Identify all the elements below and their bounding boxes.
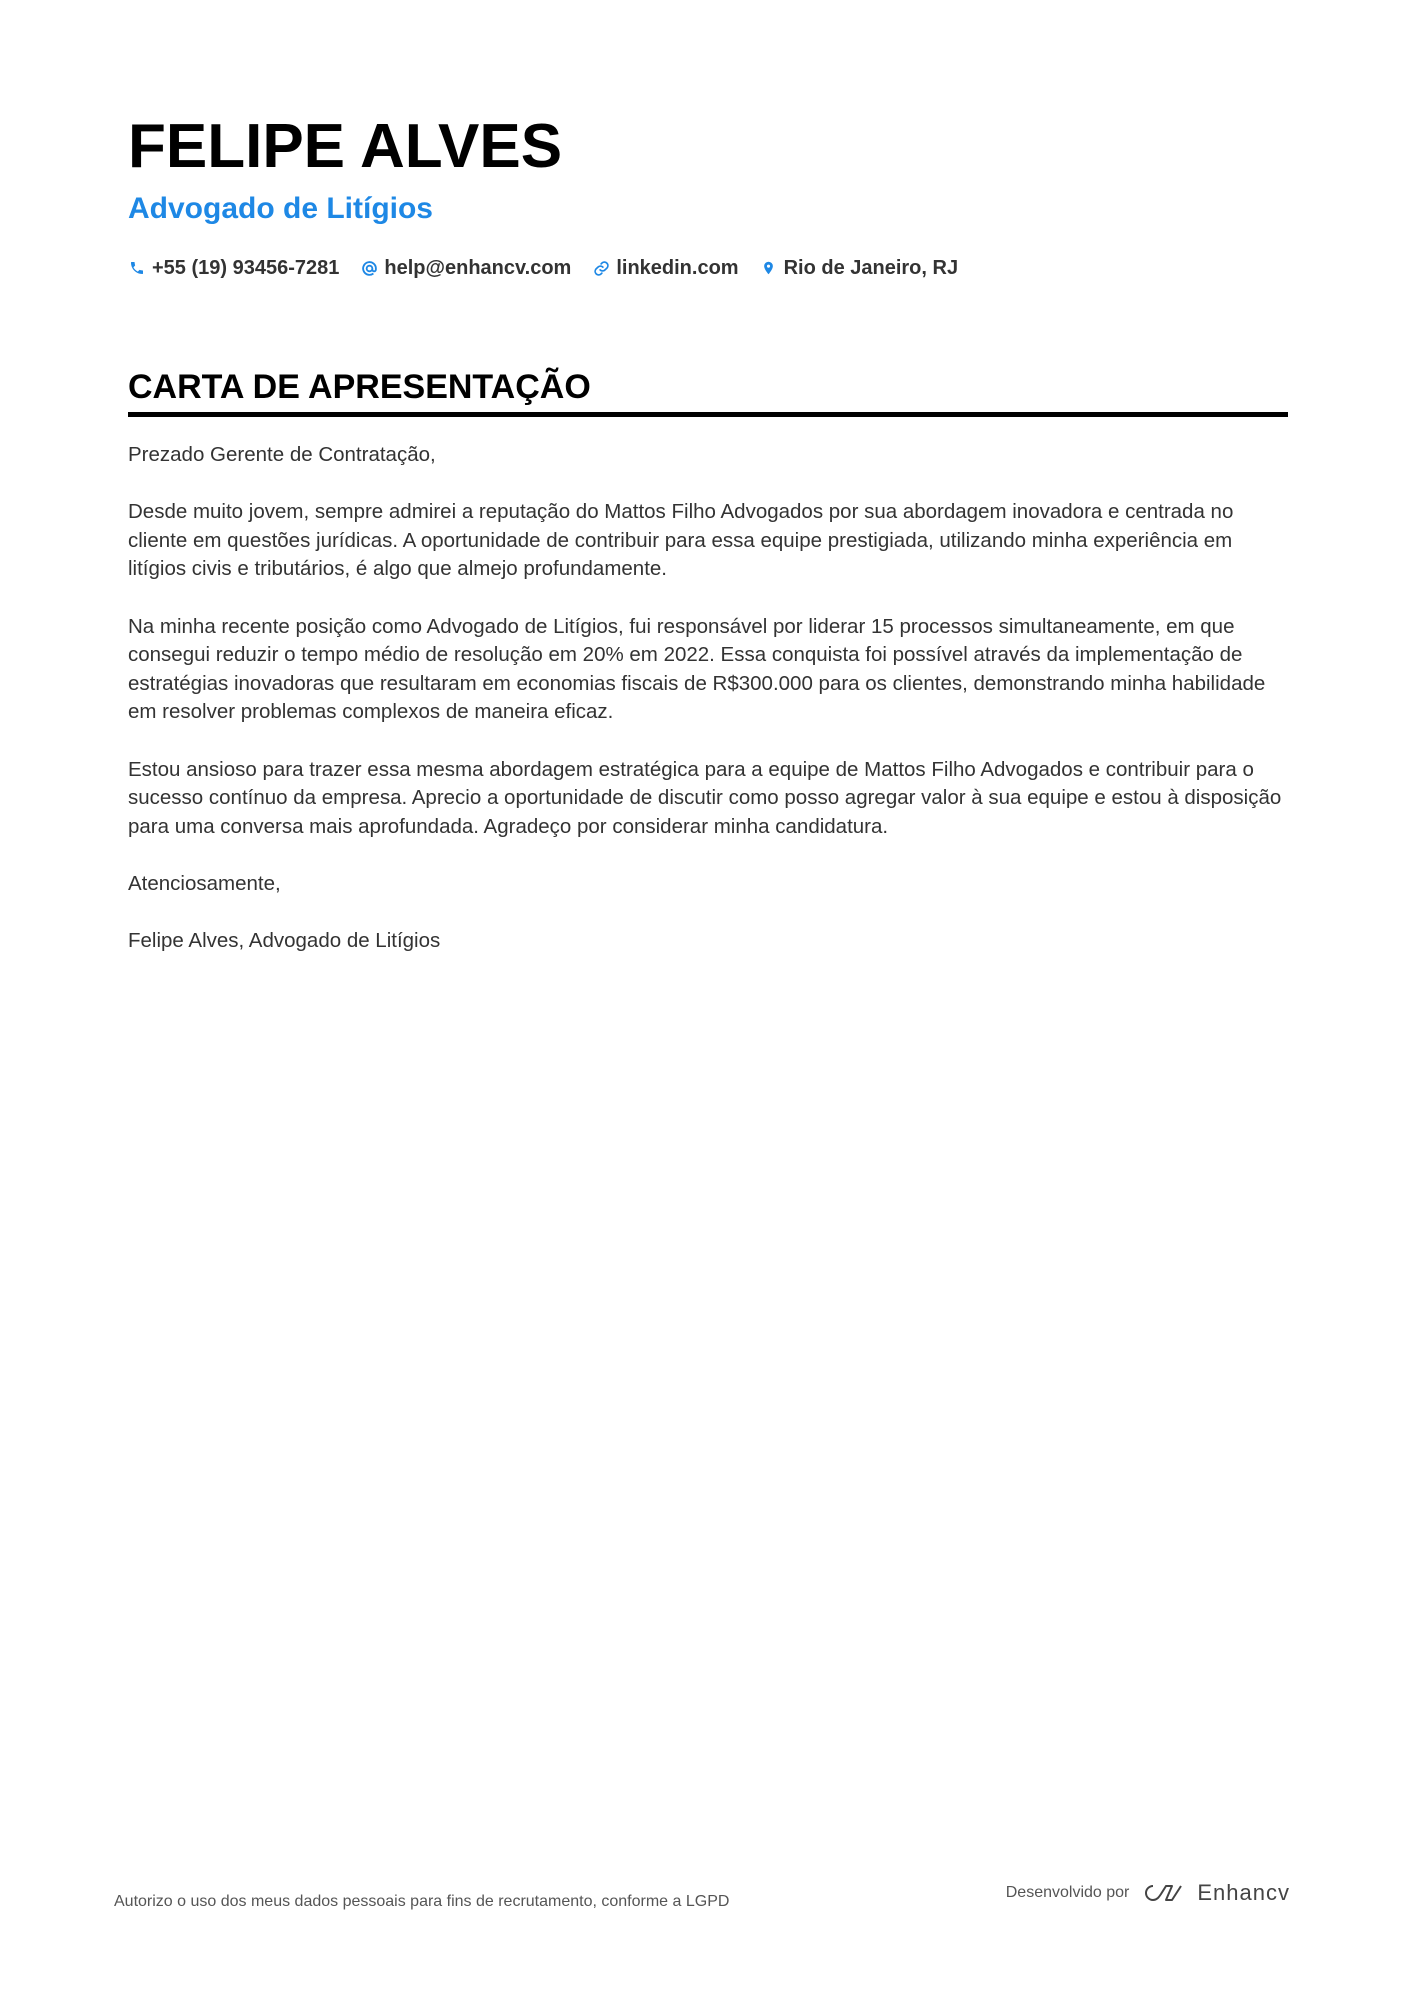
- letter-paragraph: Estou ansioso para trazer essa mesma abordagem estratégica para a equipe de Mattos Filho Advogados e contribuir para o sucesso contínuo da empresa. Aprecio a oportunidade de discutir como posso agregar valor à sua equipe e estou à disposição para uma conversa mais aprofundada. Agradeço por considerar minha candidatura.: [128, 757, 1282, 838]
- contact-email[interactable]: [360, 257, 571, 280]
- letter-signature: Felipe Alves, Advogado de Litígios: [128, 929, 441, 953]
- contact-bar: [128, 253, 1288, 283]
- letter-body: [128, 441, 1288, 956]
- section-title: CARTA DE APRESENTAÇÃO: [128, 368, 591, 406]
- phone-text: +55 (19) 93456-7281: [152, 256, 340, 279]
- enhancv-logo-icon: [1141, 1880, 1187, 1906]
- powered-by: [1006, 1880, 1290, 1906]
- phone-icon: [128, 259, 146, 277]
- email-text: help@enhancv.com: [384, 256, 572, 279]
- letter-paragraph: Desde muito jovem, sempre admirei a reputação do Mattos Filho Advogados por sua abordagem inovadora e centrada no cliente em questões jurídicas. A oportunidade de contribuir para essa equipe prestigiada, utilizando minha experiência em litígios civis e tributários, é algo que almejo profundamente.: [128, 500, 1234, 581]
- job-title: Advogado de Litígios: [128, 192, 433, 225]
- powered-by-label: Desenvolvido por: [1005, 1884, 1130, 1901]
- contact-location: [760, 257, 959, 280]
- linkedin-text: linkedin.com: [616, 256, 739, 279]
- cover-letter-section: [128, 364, 1288, 984]
- letter-greeting: Prezado Gerente de Contratação,: [128, 443, 436, 466]
- header: [128, 108, 1288, 283]
- contact-linkedin[interactable]: [592, 257, 738, 280]
- letter-closing: Atenciosamente,: [128, 871, 281, 895]
- enhancv-brand[interactable]: Enhancv: [1197, 1880, 1290, 1905]
- location-pin-icon: [760, 259, 778, 277]
- candidate-name: FELIPE ALVES: [128, 112, 563, 181]
- letter-paragraph: Na minha recente posição como Advogado de Litígios, fui responsável por liderar 15 processos simultaneamente, em que consegui reduzir o tempo médio de resolução em 20% em 2022. Essa conquista foi possível através da implementação de estratégias inovadoras que resultaram em economias fiscais de R$300.000 para os clientes, demonstrando minha habilidade em resolver problemas complexos de maneira eficaz.: [128, 614, 1266, 724]
- contact-phone: [128, 257, 339, 280]
- link-icon: [592, 259, 610, 277]
- consent-note: Autorizo o uso dos meus dados pessoais para fins de recrutamento, conforme a LGPD: [114, 1893, 730, 1910]
- section-divider: [128, 412, 1288, 417]
- location-text: Rio de Janeiro, RJ: [783, 256, 959, 279]
- at-icon: [360, 259, 378, 277]
